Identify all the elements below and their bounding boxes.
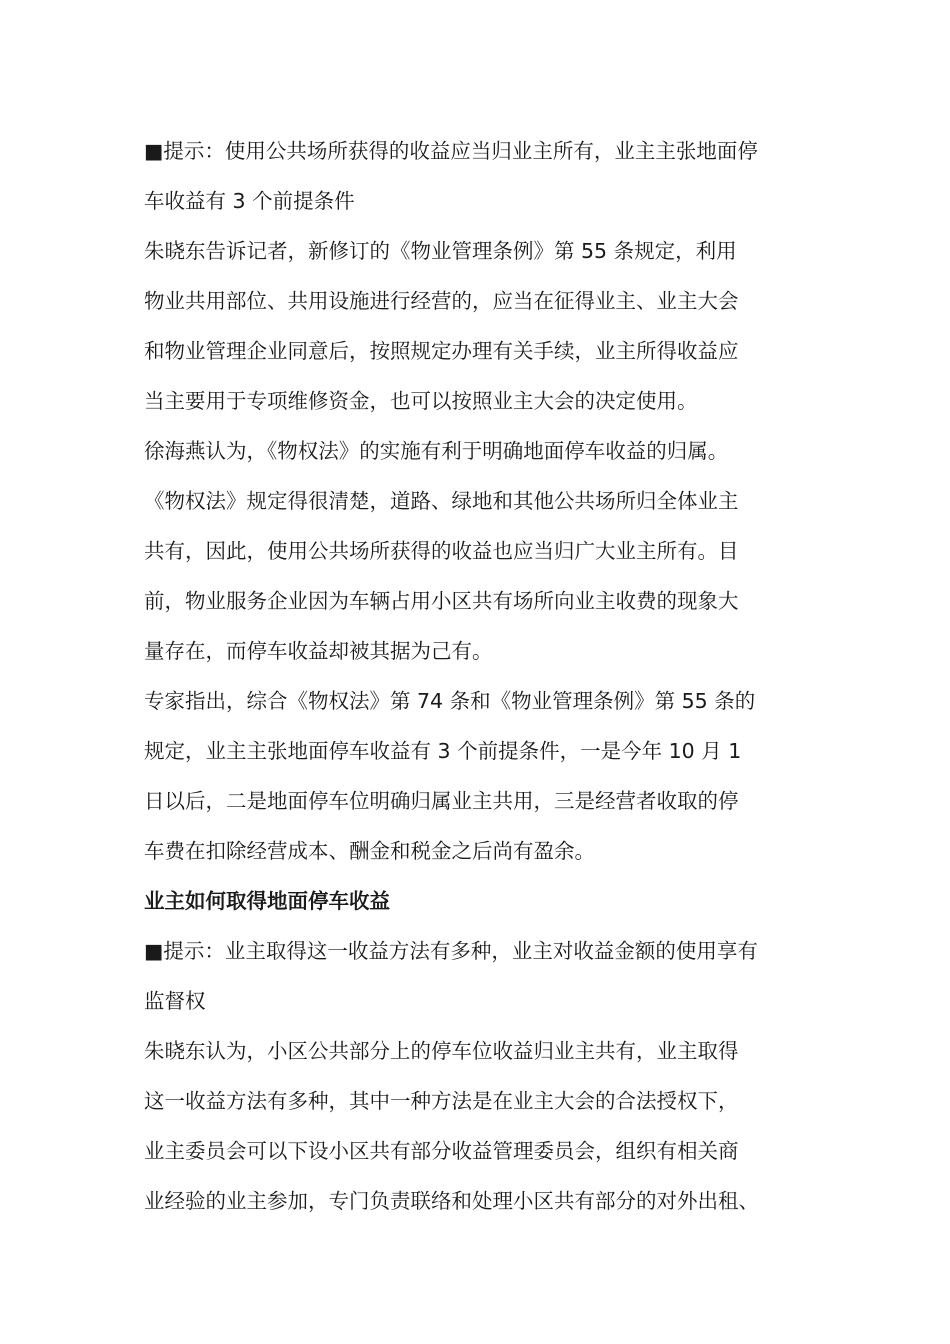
body-paragraph: 专家指出，综合《物权法》第 74 条和《物业管理条例》第 55 条的 规定，业主主张地面停车收益有 3 个前提条件，一是今年 10 月 1 日以后，二是地面停车位明确归属业主共用，三是经营者收取的停 车费在扣除经营成本、酬金和税金之后尚有盈余。 (144, 689, 756, 863)
tip-paragraph: ■提示：业主取得这一收益方法有多种，业主对收益金额的使用享有 监督权 (144, 939, 758, 1013)
body-paragraph: 徐海燕认为，《物权法》的实施有利于明确地面停车收益的归属。 《物权法》规定得很清楚，道路、绿地和其他公共场所归全体业主 共有，因此，使用公共场所获得的收益也应当归广大业主所有。目 前，物业服务企业因为车辆占用小区共有场所向业主收费的现象大 量存在，而停车收益却被其据为己有。 (144, 439, 739, 663)
document-page (144, 126, 810, 1226)
section-heading: 业主如何取得地面停车收益 (144, 889, 390, 913)
tip-paragraph: ■提示：使用公共场所获得的收益应当归业主所有，业主主张地面停 车收益有 3 个前提条件 (144, 139, 758, 213)
body-paragraph: 朱晓东告诉记者，新修订的《物业管理条例》第 55 条规定，利用 物业共用部位、共用设施进行经营的，应当在征得业主、业主大会 和物业管理企业同意后，按照规定办理有关手续，业主所得收益应 当主要用于专项维修资金，也可以按照业主大会的决定使用。 (144, 239, 739, 413)
body-paragraph: 朱晓东认为，小区公共部分上的停车位收益归业主共有，业主取得 这一收益方法有多种，其中一种方法是在业主大会的合法授权下， 业主委员会可以下设小区共有部分收益管理委员会，组织有相关商 业经验的业主参加，专门负责联络和处理小区共有部分的对外出租、 (144, 1039, 759, 1213)
